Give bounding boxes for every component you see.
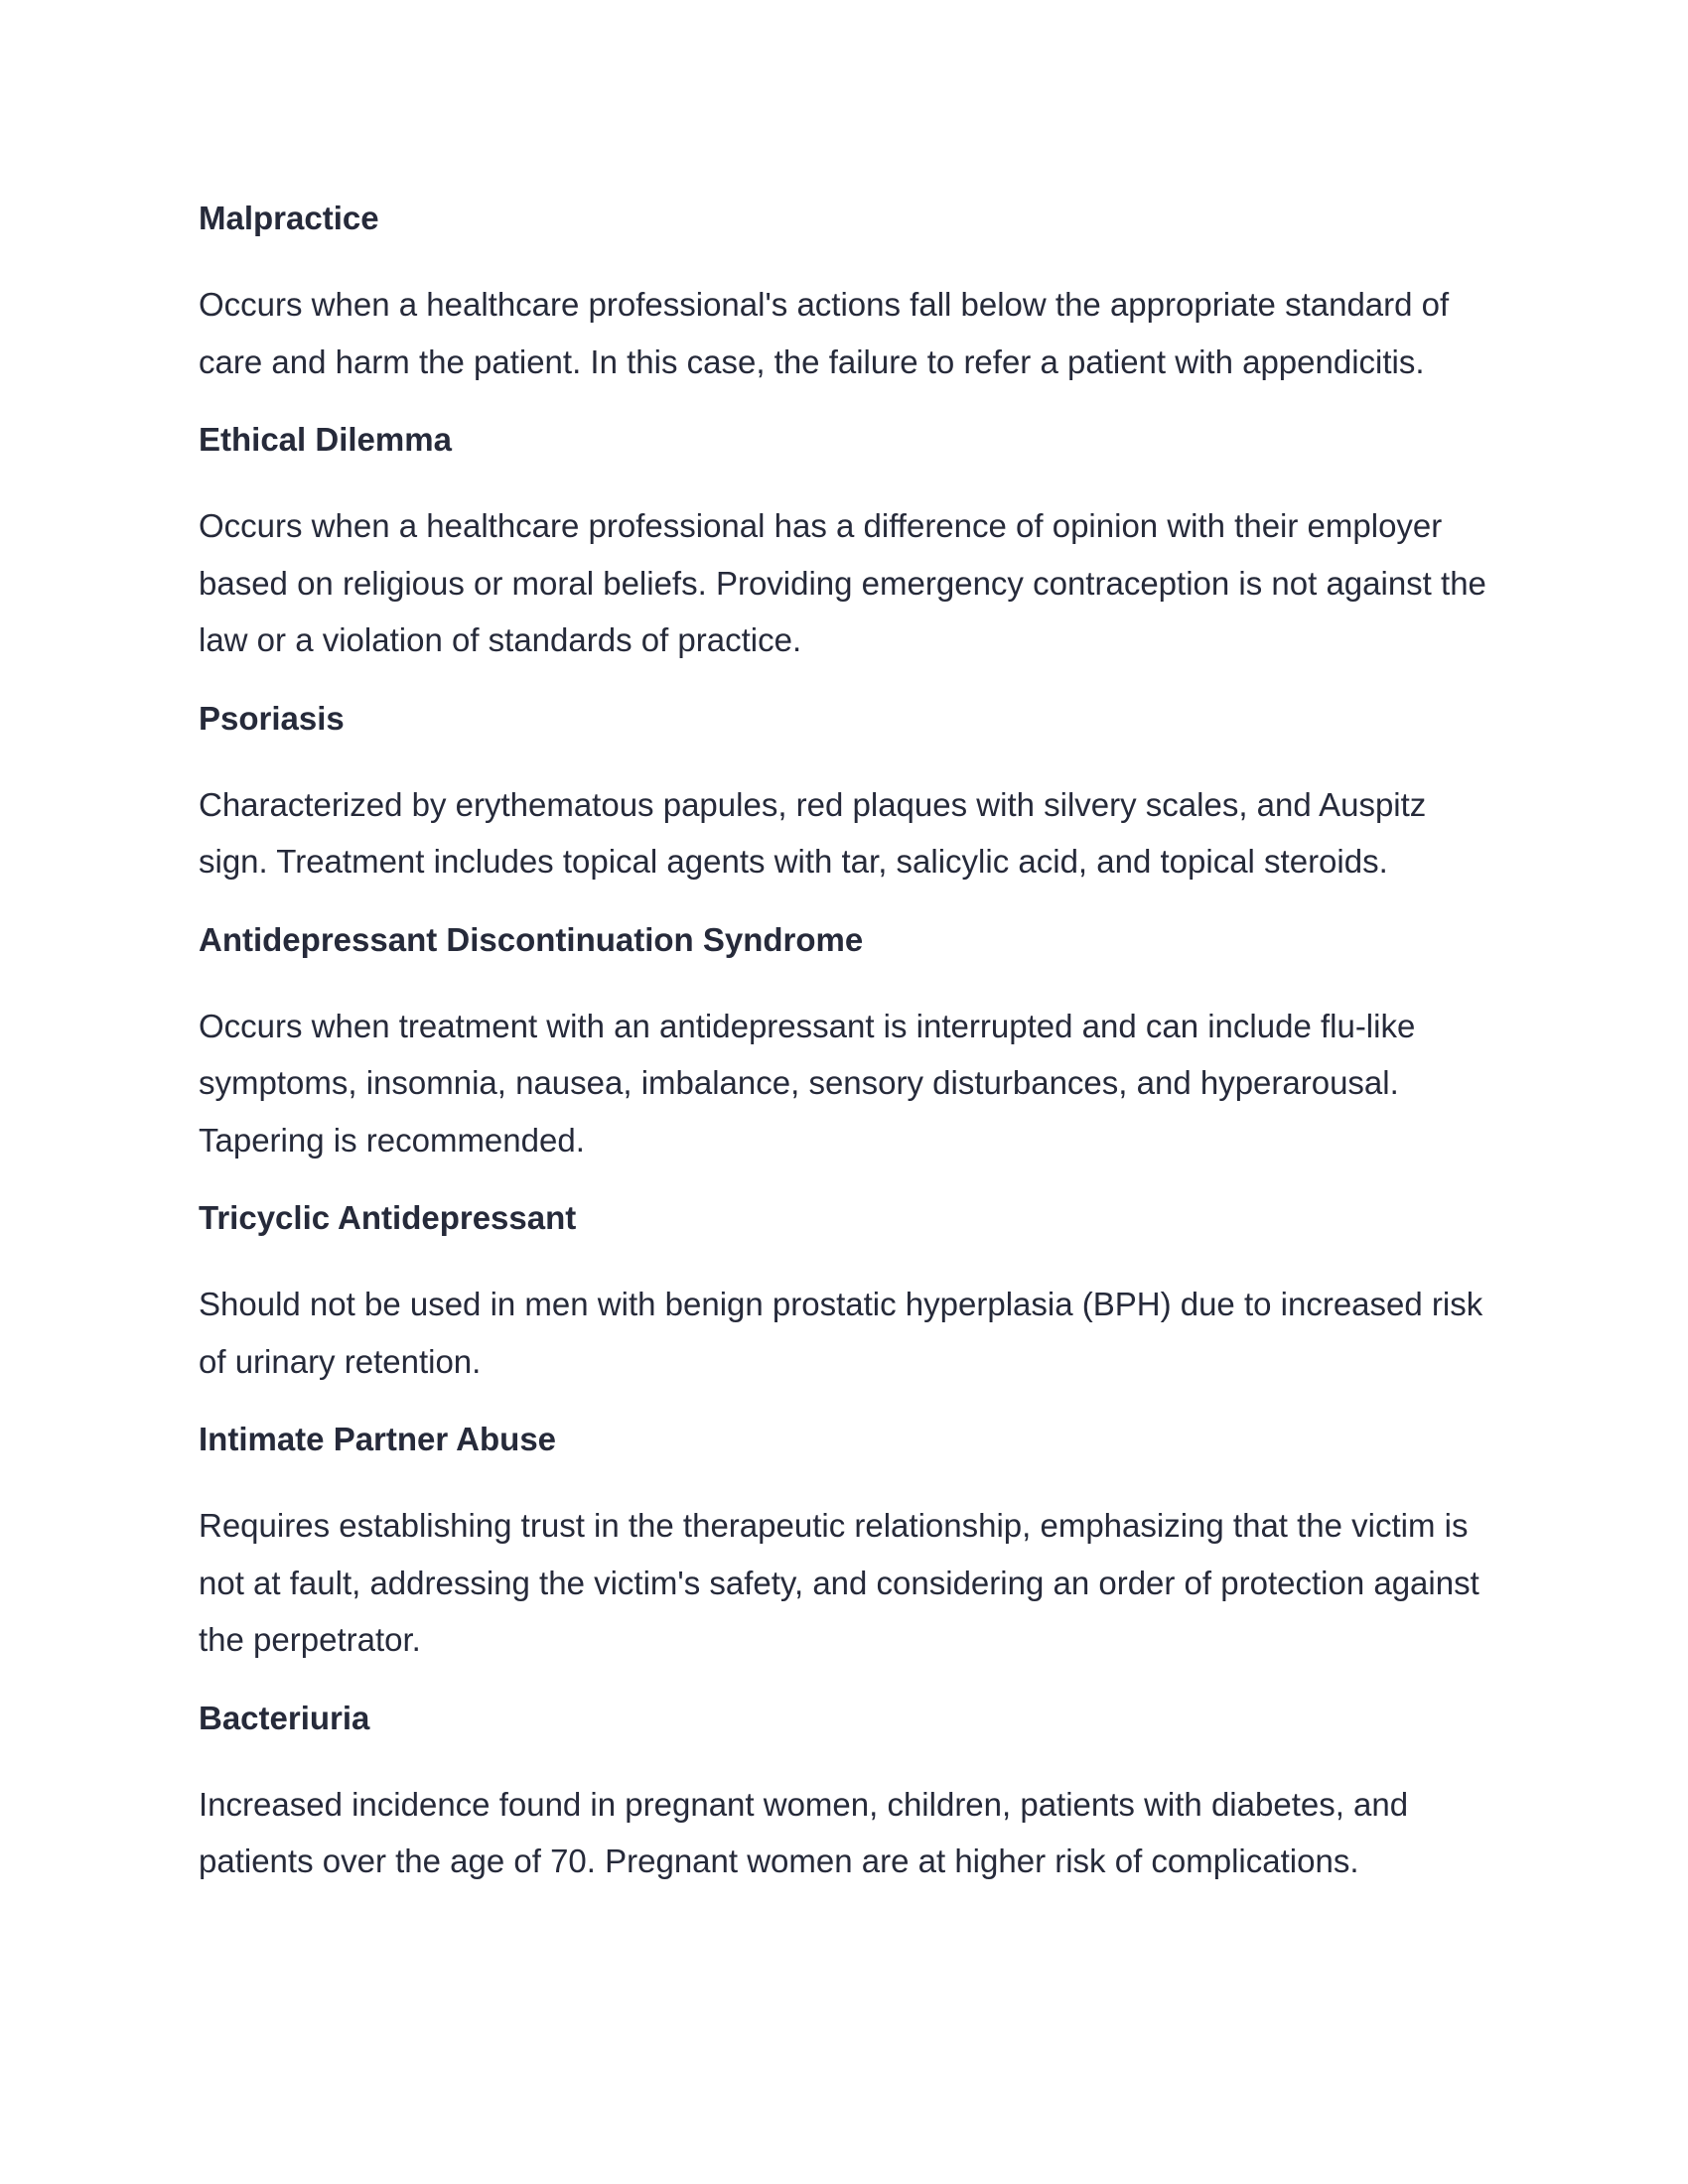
entry-tricyclic-antidepressant bbox=[199, 1198, 1489, 1390]
term-definition: Requires establishing trust in the therapeutic relationship, emphasizing that the victim is not at fault, addressing the victim's safety, and considering an order of protection against the perpetrator. bbox=[199, 1507, 1479, 1658]
entry-intimate-partner-abuse bbox=[199, 1420, 1489, 1669]
entry-ethical-dilemma bbox=[199, 420, 1489, 669]
term-definition: Increased incidence found in pregnant women, children, patients with diabetes, and patients over the age of 70. Pregnant women are at higher risk of complications. bbox=[199, 1785, 1409, 1879]
term-heading: Psoriasis bbox=[199, 699, 345, 737]
term-heading: Antidepressant Discontinuation Syndrome bbox=[199, 920, 864, 958]
entry-antidepressant-discontinuation bbox=[199, 920, 1489, 1169]
term-definition: Should not be used in men with benign prostatic hyperplasia (BPH) due to increased risk of urinary retention. bbox=[199, 1286, 1483, 1380]
entry-bacteriuria bbox=[199, 1699, 1489, 1890]
term-heading: Intimate Partner Abuse bbox=[199, 1421, 557, 1457]
term-definition: Occurs when treatment with an antidepressant is interrupted and can include flu-like symptoms, insomnia, nausea, imbalance, sensory disturbances, and hyperarousal. Tapering is recommended. bbox=[199, 1007, 1416, 1159]
entry-malpractice bbox=[199, 199, 1489, 390]
term-heading: Malpractice bbox=[199, 200, 379, 236]
term-definition: Characterized by erythematous papules, red plaques with silvery scales, and Auspitz sign. Treatment includes topical agents with tar, salicylic acid, and topical steroids. bbox=[199, 785, 1427, 880]
entry-psoriasis bbox=[199, 699, 1489, 890]
term-heading: Bacteriuria bbox=[199, 1699, 370, 1736]
term-definition: Occurs when a healthcare professional has a difference of opinion with their employer based on religious or moral beliefs. Providing emergency contraception is not against the law or a violation of standards of practice. bbox=[199, 507, 1486, 658]
term-heading: Ethical Dilemma bbox=[199, 421, 452, 458]
term-heading: Tricyclic Antidepressant bbox=[199, 1199, 577, 1236]
term-definition: Occurs when a healthcare professional's actions fall below the appropriate standard of care and harm the patient. In this case, the failure to refer a patient with appendicitis. bbox=[199, 286, 1450, 380]
document-page bbox=[199, 199, 1489, 1920]
